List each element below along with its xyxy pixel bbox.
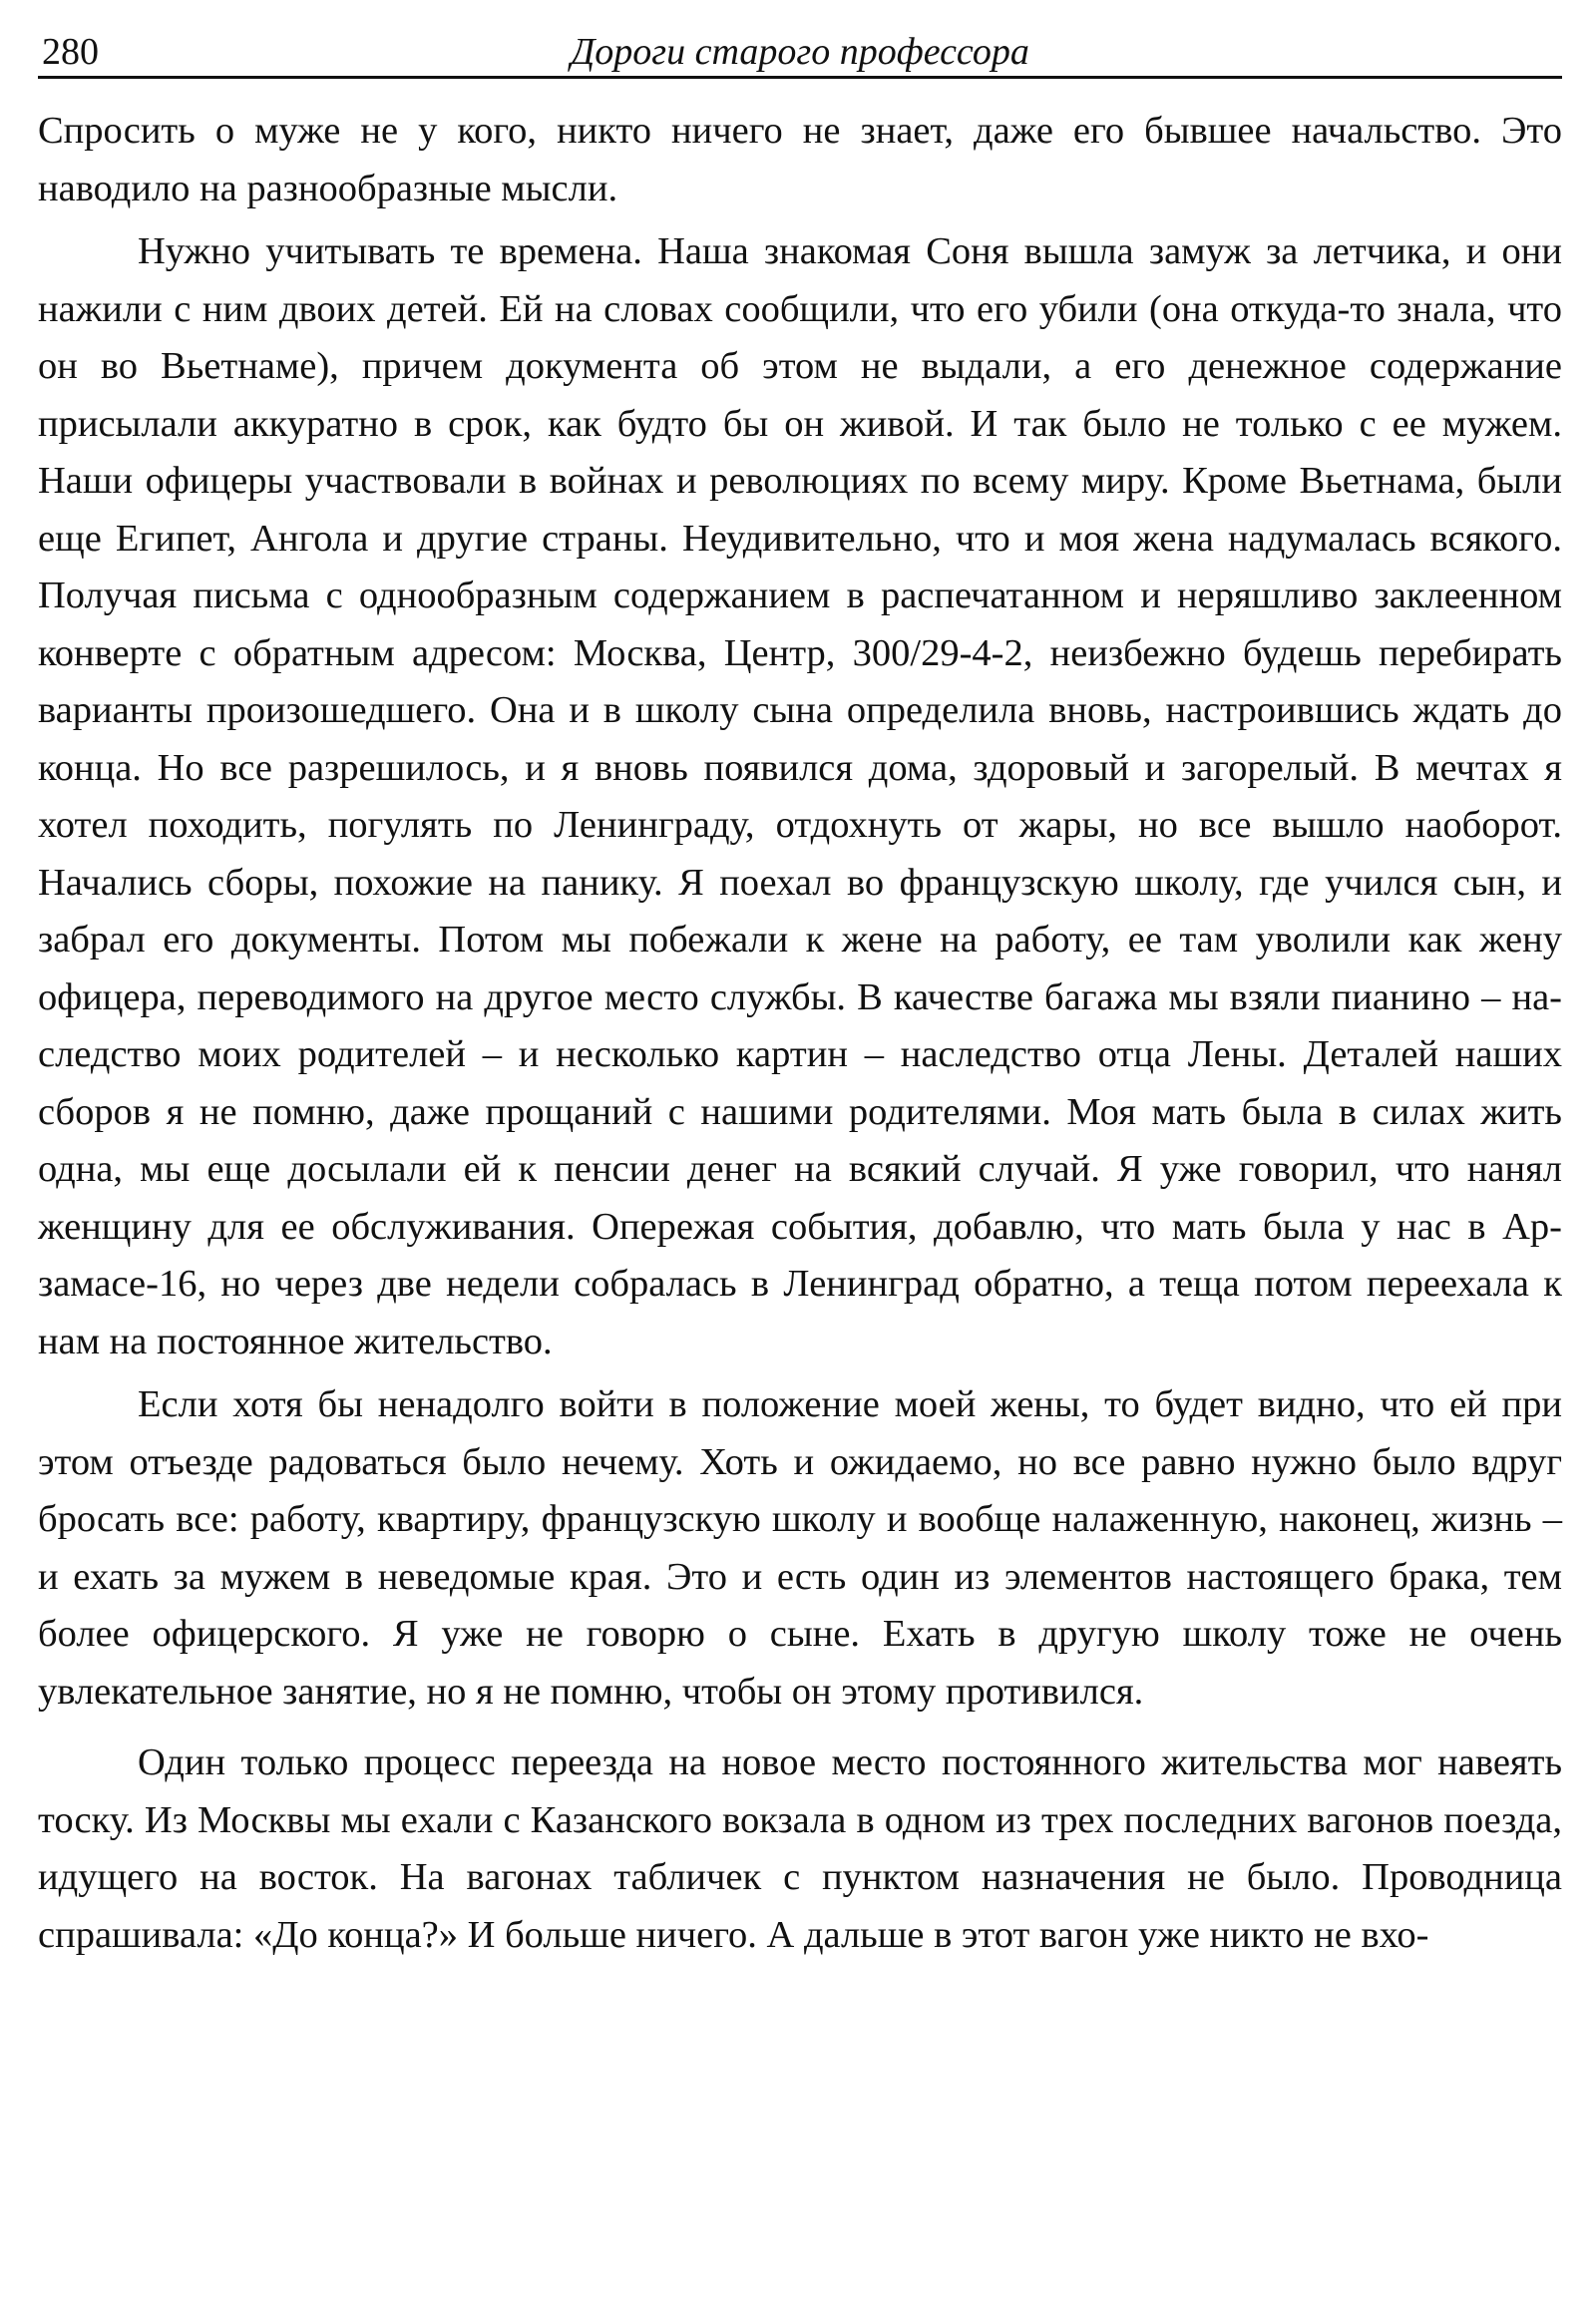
paragraph-1: Спросить о муже не у кого, никто ничего не знает, даже его бывшее начальство. Это наводило на разнообразные мысли. [38,110,1562,209]
book-page [38,26,1562,1970]
page-header [38,26,1562,79]
paragraph-2: Нужно учитывать те времена. Наша знакомая Соня вышла замуж за летчика, и они нажили с ним двоих детей. Ей на словах сообщили, что его убили (она откуда-то знала, что он во Вьетнаме), причем документа об этом не выдали, а его денежное содержание присылали аккуратно в срок, как будто бы он живой. И так было не только с ее мужем. Наши офицеры участвовали в войнах и революциях по всему миру. Кроме Вьетнама, были еще Египет, Ангола и другие страны. Неудивительно, что и моя жена надумалась всякого. Получая письма с однообразным содержанием в распечатанном и неряшливо заклеенном конверте с обратным адресом: Москва, Центр, 300/29-4-2, неизбежно будешь перебирать варианты произошедшего. Она и в школу сына определила вновь, настроившись ждать до конца. Но все разрешилось, и я вновь появился дома, здоровый и загорелый. В мечтах я хотел походить, погулять по Ленинграду, отдохнуть от жары, но все вышло наоборот. Начались сборы, похожие на панику. Я поехал во французскую школу, где учился сын, и забрал его документы. Потом мы побежали к жене на работу, ее там уволили как жену офицера, переводимого на другое место службы. В качестве багажа мы взяли пианино – наследство моих родителей – и несколько картин – наследство отца Лены. Деталей наших сборов я не помню, даже прощаний с нашими родителями. Моя мать была в силах жить одна, мы еще досылали ей к пенсии денег на всякий случай. Я уже говорил, что нанял женщину для ее обслуживания. Опережая события, добавлю, что мать была у нас в Арзамасе-16, но через две недели собралась в Ленинград обратно, а теща потом переехала к нам на постоянное жительство. [38,230,1562,1362]
paragraph-3: Если хотя бы ненадолго войти в положение моей жены, то будет видно, что ей при этом отъезде радоваться было нечему. Хоть и ожидаемо, но все равно нужно было вдруг бросать все: работу, квартиру, французскую школу и вообще налаженную, наконец, жизнь – и ехать за мужем в неведомые края. Это и есть один из элементов настоящего брака, тем более офицерского. Я уже не говорю о сыне. Ехать в другую школу тоже не очень увлекательное занятие, но я не помню, чтобы он этому противился. [38,1383,1562,1713]
page-number: 280 [42,31,99,73]
running-title: Дороги старого профессора [571,31,1029,73]
body-text [38,103,1562,1964]
paragraph-4: Один только процесс переезда на новое место постоянного жительства мог навеять тоску. Из Москвы мы ехали с Казанского вокзала в одном из трех последних вагонов поезда, идущего на восток. На вагонах табличек с пунктом назначения не было. Проводница спрашивала: «До конца?» И больше ничего. А дальше в этот вагон уже никто не вхо- [38,1741,1562,1956]
